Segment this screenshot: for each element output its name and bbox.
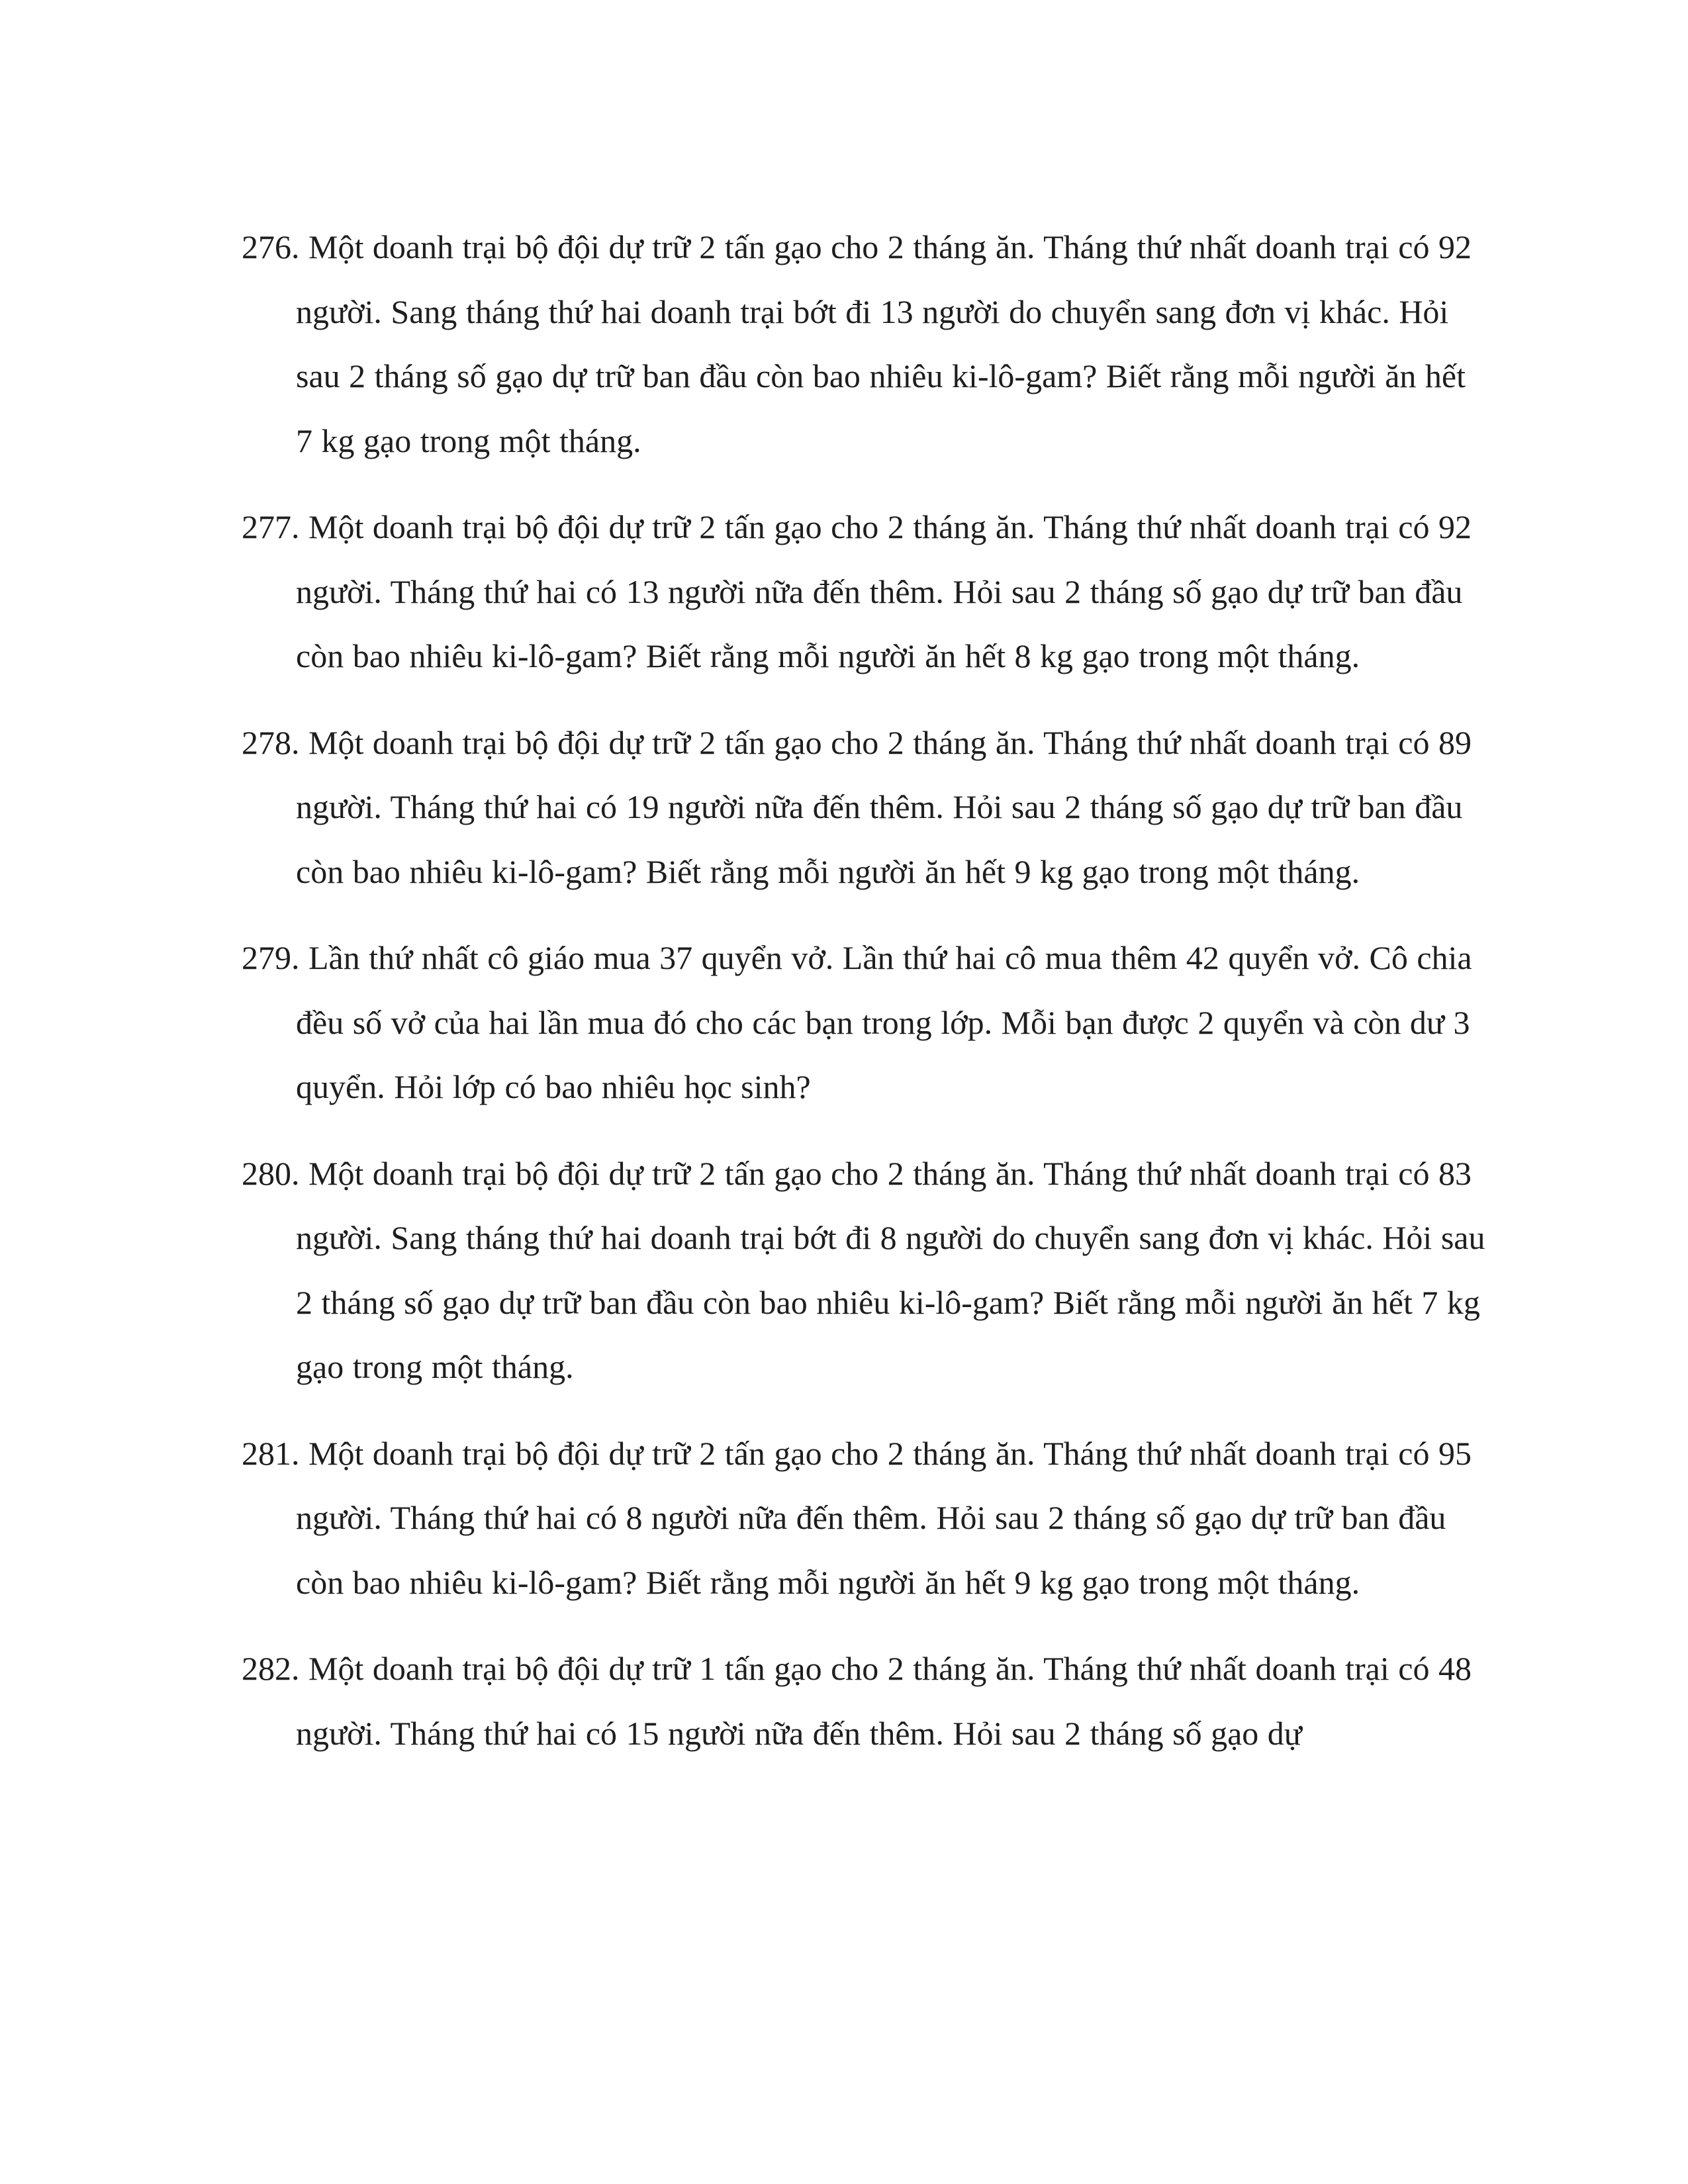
problem-text: Một doanh trại bộ đội dự trữ 2 tấn gạo cho 2 tháng ăn. Tháng thứ nhất doanh trại có 83 người. Sang tháng thứ hai doanh trại bớt đi 8 người do chuyển sang đơn vị khác. Hỏi sau 2 tháng số gạo dự trữ ban đầu còn bao nhiêu ki-lô-gam? Biết rằng mỗi người ăn hết 7 kg gạo trong một tháng.: [296, 1154, 1485, 1385]
problem-number: 276.: [242, 228, 300, 265]
problem-text: Một doanh trại bộ đội dự trữ 2 tấn gạo cho 2 tháng ăn. Tháng thứ nhất doanh trại có 92 người. Sang tháng thứ hai doanh trại bớt đi 13 người do chuyển sang đơn vị khác. Hỏi sau 2 tháng số gạo dự trữ ban đầu còn bao nhiêu ki-lô-gam? Biết rằng mỗi người ăn hết 7 kg gạo trong một tháng.: [296, 228, 1472, 459]
problem-list: [242, 215, 1486, 1788]
problem-number: 277.: [242, 508, 300, 545]
problem-item: [242, 711, 1486, 905]
problem-number: 279.: [242, 939, 300, 976]
problem-item: [242, 1637, 1486, 1766]
problem-item: [242, 926, 1486, 1120]
problem-item: [242, 1142, 1486, 1400]
problem-text: Một doanh trại bộ đội dự trữ 2 tấn gạo cho 2 tháng ăn. Tháng thứ nhất doanh trại có 95 người. Tháng thứ hai có 8 người nữa đến thêm. Hỏi sau 2 tháng số gạo dự trữ ban đầu còn bao nhiêu ki-lô-gam? Biết rằng mỗi người ăn hết 9 kg gạo trong một tháng.: [296, 1434, 1472, 1601]
problem-number: 281.: [242, 1434, 300, 1472]
problem-text: Một doanh trại bộ đội dự trữ 2 tấn gạo cho 2 tháng ăn. Tháng thứ nhất doanh trại có 89 người. Tháng thứ hai có 19 người nữa đến thêm. Hỏi sau 2 tháng số gạo dự trữ ban đầu còn bao nhiêu ki-lô-gam? Biết rằng mỗi người ăn hết 9 kg gạo trong một tháng.: [296, 723, 1472, 890]
problem-number: 282.: [242, 1650, 300, 1687]
problem-text: Lần thứ nhất cô giáo mua 37 quyển vở. Lần thứ hai cô mua thêm 42 quyển vở. Cô chia đều số vở của hai lần mua đó cho các bạn trong lớp. Mỗi bạn được 2 quyển và còn dư 3 quyển. Hỏi lớp có bao nhiêu học sinh?: [296, 939, 1472, 1105]
problem-text: Một doanh trại bộ đội dự trữ 1 tấn gạo cho 2 tháng ăn. Tháng thứ nhất doanh trại có 48 người. Tháng thứ hai có 15 người nữa đến thêm. Hỏi sau 2 tháng số gạo dự: [296, 1650, 1472, 1752]
problem-item: [242, 215, 1486, 473]
problem-number: 280.: [242, 1154, 300, 1192]
problem-text: Một doanh trại bộ đội dự trữ 2 tấn gạo cho 2 tháng ăn. Tháng thứ nhất doanh trại có 92 người. Tháng thứ hai có 13 người nữa đến thêm. Hỏi sau 2 tháng số gạo dự trữ ban đầu còn bao nhiêu ki-lô-gam? Biết rằng mỗi người ăn hết 8 kg gạo trong một tháng.: [296, 508, 1472, 674]
problem-item: [242, 1422, 1486, 1615]
problem-number: 278.: [242, 723, 300, 761]
problem-item: [242, 495, 1486, 689]
